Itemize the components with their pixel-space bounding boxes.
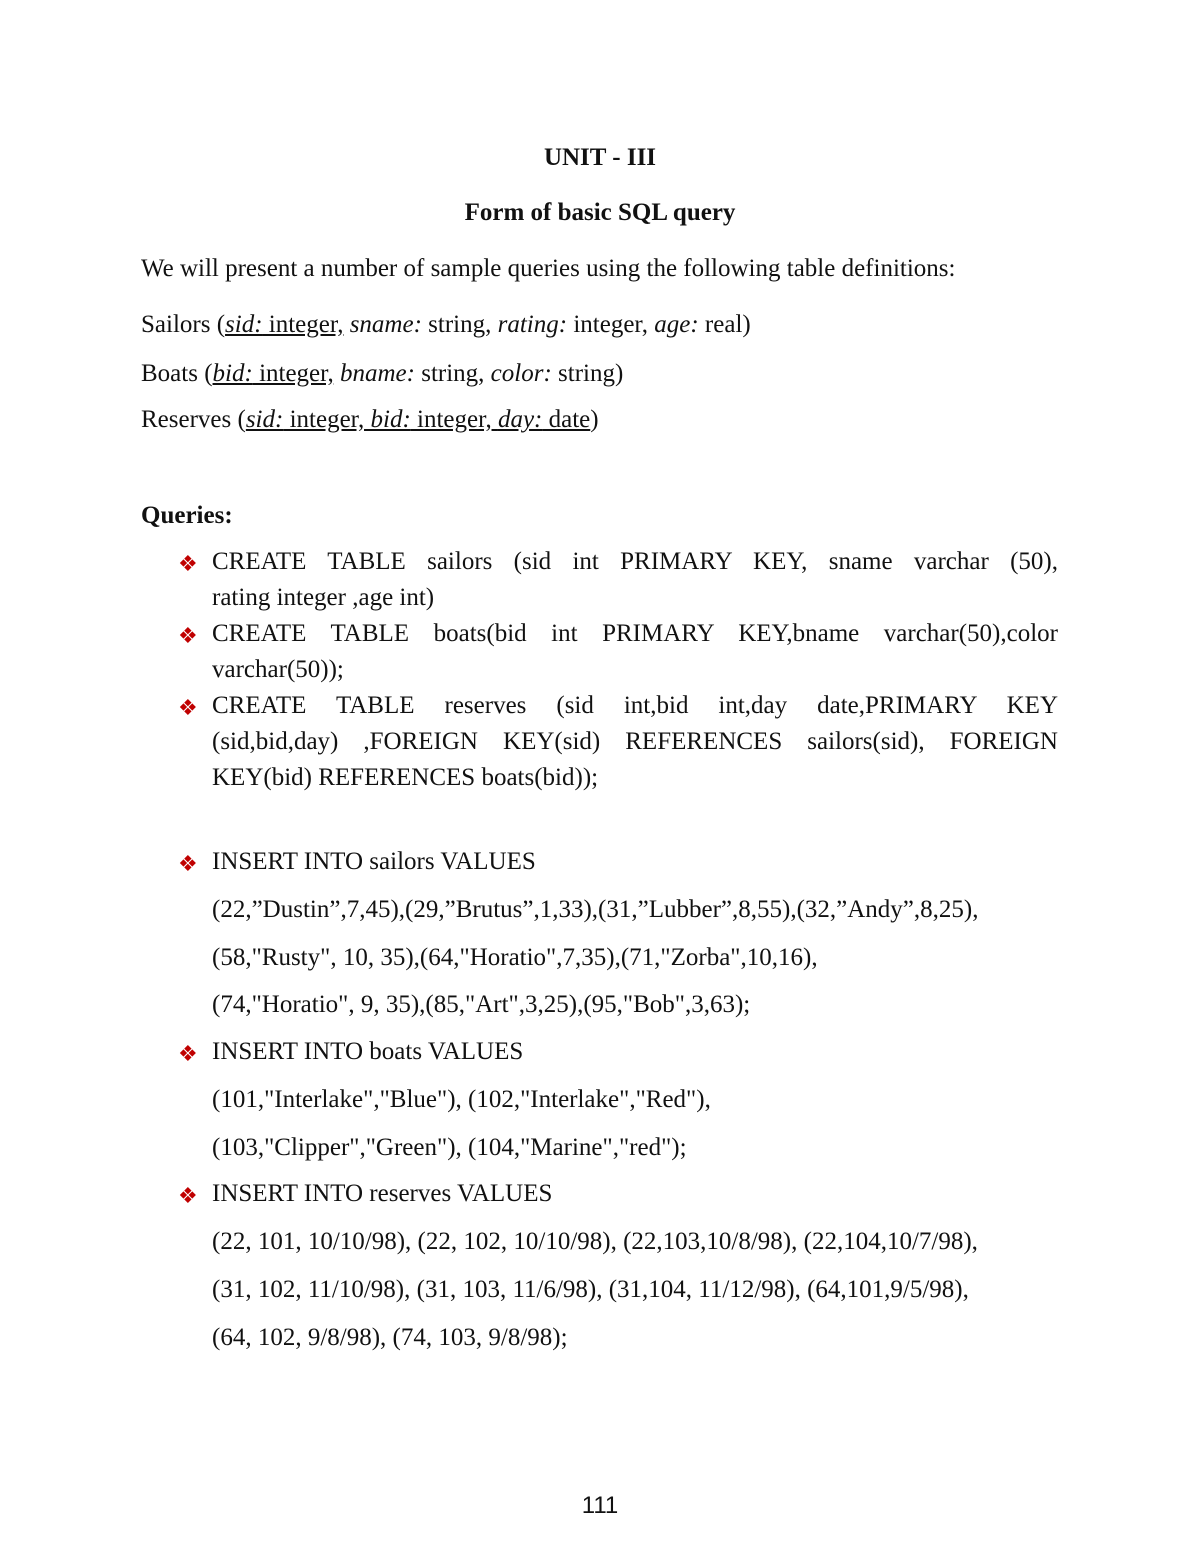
diamond-bullet-icon: ❖ [178, 1183, 198, 1208]
diamond-bullet-icon: ❖ [178, 695, 198, 720]
queries-heading: Queries: [141, 502, 233, 529]
field-type: string) [551, 360, 624, 387]
close-paren: ) [590, 406, 599, 433]
field-name: rating: [497, 311, 568, 338]
page-number: 111 [581, 1492, 619, 1519]
field-type: string, [421, 311, 498, 338]
create-reserves-line-3: KEY(bid) REFERENCES boats(bid)); [212, 764, 599, 791]
insert-reserves-values-2: (31, 102, 11/10/98), (31, 103, 11/6/98), (31,104, 11/12/98), (64,101,9/5/98), [212, 1276, 969, 1303]
insert-reserves-values-3: (64, 102, 9/8/98), (74, 103, 9/8/98); [212, 1324, 568, 1351]
insert-sailors-values-2: (58,"Rusty", 10, 35),(64,"Horatio",7,35),(71,"Zorba",10,16), [212, 944, 818, 971]
create-reserves-line-1: CREATE TABLE reserves (sid int,bid int,day date,PRIMARY KEY [212, 692, 1058, 719]
insert-sailors-head: INSERT INTO sailors VALUES [212, 848, 536, 875]
create-boats-line-1: CREATE TABLE boats(bid int PRIMARY KEY,bname varchar(50),color [212, 620, 1058, 647]
field-name: bname: [339, 360, 415, 387]
diamond-bullet-icon: ❖ [178, 551, 198, 576]
insert-boats-values-2: (103,"Clipper","Green"), (104,"Marine","red"); [212, 1134, 687, 1161]
create-reserves-line-2: (sid,bid,day) ,FOREIGN KEY(sid) REFERENCES sailors(sid), FOREIGN [212, 728, 1058, 755]
insert-reserves-values-1: (22, 101, 10/10/98), (22, 102, 10/10/98), (22,103,10/8/98), (22,104,10/7/98), [212, 1228, 978, 1255]
table-def-boats [141, 360, 623, 388]
insert-sailors-values-1: (22,”Dustin”,7,45),(29,”Brutus”,1,33),(31,”Lubber”,8,55),(32,”Andy”,8,25), [212, 896, 979, 923]
insert-boats-values-1: (101,"Interlake","Blue"), (102,"Interlake","Red"), [212, 1086, 711, 1113]
field-type: string, [414, 360, 491, 387]
field-type: real) [698, 311, 751, 338]
key-fields: sid: integer, bid: integer, day: date [245, 406, 591, 433]
insert-boats-head: INSERT INTO boats VALUES [212, 1038, 524, 1065]
field-name: age: [654, 311, 699, 338]
create-boats-line-2: varchar(50)); [212, 656, 344, 683]
table-name: Boats ( [141, 360, 213, 387]
intro-text: We will present a number of sample queries using the following table definitions: [141, 255, 956, 282]
create-sailors-line-2: rating integer ,age int) [212, 584, 435, 611]
table-name: Reserves ( [141, 406, 246, 433]
table-name: Sailors ( [141, 311, 226, 338]
diamond-bullet-icon: ❖ [178, 851, 198, 876]
diamond-bullet-icon: ❖ [178, 623, 198, 648]
field-name: color: [490, 360, 552, 387]
field-type: integer, [567, 311, 655, 338]
table-def-reserves [141, 406, 599, 434]
table-def-sailors [141, 311, 751, 339]
diamond-bullet-icon: ❖ [178, 1041, 198, 1066]
key-field: sid: integer, [225, 311, 344, 338]
unit-title: UNIT - III [543, 144, 657, 171]
field-name: sname: [349, 311, 422, 338]
insert-reserves-head: INSERT INTO reserves VALUES [212, 1180, 553, 1207]
section-title: Form of basic SQL query [464, 199, 736, 226]
create-sailors-line-1: CREATE TABLE sailors (sid int PRIMARY KEY, sname varchar (50), [212, 548, 1058, 575]
key-field: bid: integer, [212, 360, 334, 387]
insert-sailors-values-3: (74,"Horatio", 9, 35),(85,"Art",3,25),(95,"Bob",3,63); [212, 991, 751, 1018]
